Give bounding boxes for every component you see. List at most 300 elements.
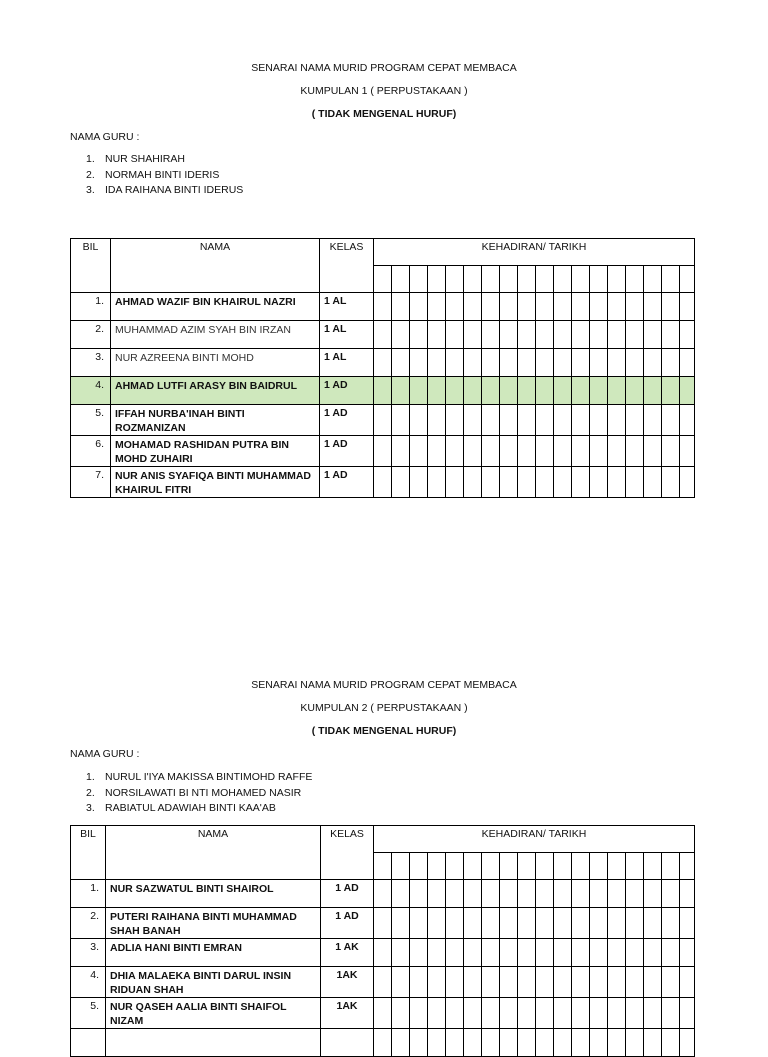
table-row-highlighted (71, 377, 695, 405)
attendance-cell (626, 939, 644, 967)
attendance-cell (464, 321, 482, 349)
row-bil: 3. (71, 939, 106, 967)
attendance-cell (428, 405, 446, 436)
attendance-cell (428, 1029, 446, 1057)
attendance-cell (392, 436, 410, 467)
attendance-cell (680, 967, 695, 998)
attendance-cell (464, 939, 482, 967)
attendance-cell (482, 349, 500, 377)
attendance-cell (590, 436, 608, 467)
attendance-cell (410, 321, 428, 349)
attendance-cell (500, 939, 518, 967)
attendance-cell (392, 293, 410, 321)
attendance-cell (680, 908, 695, 939)
attendance-cell (374, 1029, 392, 1057)
list-number: 2. (86, 786, 95, 799)
attendance-cell (374, 266, 392, 293)
group1-attendance-table (70, 238, 695, 498)
attendance-cell (392, 377, 410, 405)
attendance-cell (662, 908, 680, 939)
attendance-cell (392, 967, 410, 998)
attendance-cell (626, 880, 644, 908)
attendance-cell (518, 939, 536, 967)
teacher-name: NURUL I'IYA MAKISSA BINTIMOHD RAFFE (105, 771, 313, 783)
attendance-cell (392, 266, 410, 293)
attendance-cell (554, 939, 572, 967)
attendance-cell (626, 467, 644, 498)
attendance-cell (662, 321, 680, 349)
attendance-cell (572, 293, 590, 321)
attendance-cell (572, 377, 590, 405)
student-name: NUR ANIS SYAFIQA BINTI MUHAMMAD KHAIRUL FITRI (111, 467, 320, 498)
group1-subtitle: KUMPULAN 1 ( PERPUSTAKAAN ) (300, 85, 468, 97)
header-kehadiran: KEHADIRAN/ TARIKH (374, 239, 695, 266)
attendance-cell (464, 377, 482, 405)
attendance-cell (608, 266, 626, 293)
attendance-cell (662, 880, 680, 908)
attendance-cell (662, 436, 680, 467)
attendance-cell (500, 908, 518, 939)
attendance-cell (572, 405, 590, 436)
table-row (71, 939, 695, 967)
row-bil: 5. (71, 998, 106, 1029)
table-row (71, 1029, 695, 1057)
attendance-cell (428, 293, 446, 321)
attendance-cell (680, 321, 695, 349)
attendance-cell (680, 436, 695, 467)
attendance-cell (464, 405, 482, 436)
attendance-cell (590, 293, 608, 321)
attendance-cell (482, 377, 500, 405)
attendance-cell (662, 467, 680, 498)
attendance-cell (500, 349, 518, 377)
attendance-cell (464, 266, 482, 293)
attendance-cell (500, 405, 518, 436)
attendance-cell (392, 405, 410, 436)
table-row (71, 436, 695, 467)
attendance-cell (590, 405, 608, 436)
teacher-name: NORSILAWATI BI NTI MOHAMED NASIR (105, 786, 302, 799)
attendance-cell (644, 321, 662, 349)
attendance-cell (590, 939, 608, 967)
attendance-cell (554, 436, 572, 467)
row-bil: 6. (71, 436, 111, 467)
table-row (71, 967, 695, 998)
attendance-cell (374, 967, 392, 998)
attendance-cell (374, 405, 392, 436)
attendance-cell (626, 349, 644, 377)
attendance-cell (374, 293, 392, 321)
attendance-cell (644, 908, 662, 939)
student-class: 1 AL (320, 349, 374, 377)
table-row (71, 405, 695, 436)
attendance-cell (518, 405, 536, 436)
student-class: 1 AL (320, 293, 374, 321)
attendance-cell (428, 467, 446, 498)
attendance-cell (608, 1029, 626, 1057)
attendance-cell (500, 293, 518, 321)
attendance-cell (608, 321, 626, 349)
attendance-cell (446, 1029, 464, 1057)
attendance-cell (446, 266, 464, 293)
attendance-cell (608, 967, 626, 998)
row-bil: 7. (71, 467, 111, 498)
attendance-cell (536, 377, 554, 405)
attendance-cell (518, 908, 536, 939)
student-name: MUHAMMAD AZIM SYAH BIN IRZAN (111, 321, 320, 349)
attendance-cell (410, 377, 428, 405)
attendance-cell (536, 405, 554, 436)
attendance-cell (410, 939, 428, 967)
attendance-cell (680, 377, 695, 405)
attendance-cell (590, 967, 608, 998)
attendance-cell (536, 467, 554, 498)
attendance-cell (662, 853, 680, 880)
row-bil: 5. (71, 405, 111, 436)
attendance-cell (518, 377, 536, 405)
list-item (86, 770, 312, 786)
header-bil: BIL (71, 826, 106, 880)
attendance-cell (518, 436, 536, 467)
attendance-cell (482, 436, 500, 467)
row-bil: 2. (71, 321, 111, 349)
attendance-cell (644, 853, 662, 880)
attendance-cell (500, 880, 518, 908)
attendance-cell (626, 967, 644, 998)
attendance-cell (482, 939, 500, 967)
attendance-cell (662, 349, 680, 377)
attendance-cell (644, 436, 662, 467)
attendance-cell (536, 266, 554, 293)
attendance-cell (464, 853, 482, 880)
student-name: MOHAMAD RASHIDAN PUTRA BIN MOHD ZUHAIRI (111, 436, 320, 467)
student-class: 1 AL (320, 321, 374, 349)
student-class: 1 AD (320, 377, 374, 405)
header-kehadiran: KEHADIRAN/ TARIKH (374, 826, 695, 853)
attendance-cell (608, 349, 626, 377)
attendance-cell (536, 967, 554, 998)
attendance-cell (410, 967, 428, 998)
attendance-cell (536, 1029, 554, 1057)
group2-guru-label: NAMA GURU : (70, 748, 140, 760)
row-bil: 4. (71, 377, 111, 405)
attendance-cell (518, 880, 536, 908)
attendance-cell (572, 967, 590, 998)
attendance-cell (518, 349, 536, 377)
table-row (71, 467, 695, 498)
attendance-cell (428, 266, 446, 293)
attendance-cell (410, 266, 428, 293)
student-name: AHMAD WAZIF BIN KHAIRUL NAZRI (111, 293, 320, 321)
attendance-cell (482, 967, 500, 998)
attendance-cell (500, 467, 518, 498)
group2-subtitle: KUMPULAN 2 ( PERPUSTAKAAN ) (300, 702, 468, 714)
table-row (71, 908, 695, 939)
attendance-cell (536, 321, 554, 349)
attendance-cell (590, 266, 608, 293)
attendance-cell (446, 939, 464, 967)
attendance-cell (518, 321, 536, 349)
attendance-cell (608, 908, 626, 939)
attendance-cell (572, 853, 590, 880)
list-item (86, 786, 312, 802)
list-item (86, 168, 243, 184)
row-bil: 2. (71, 908, 106, 939)
attendance-cell (626, 405, 644, 436)
attendance-cell (590, 321, 608, 349)
attendance-cell (608, 293, 626, 321)
teacher-name: NORMAH BINTI IDERIS (105, 168, 220, 181)
student-class: 1 AD (320, 405, 374, 436)
attendance-cell (464, 436, 482, 467)
table-row (71, 293, 695, 321)
attendance-cell (464, 349, 482, 377)
attendance-cell (680, 853, 695, 880)
attendance-cell (374, 321, 392, 349)
attendance-cell (374, 908, 392, 939)
attendance-cell (536, 908, 554, 939)
attendance-cell (482, 880, 500, 908)
attendance-cell (446, 293, 464, 321)
attendance-cell (626, 321, 644, 349)
attendance-cell (428, 321, 446, 349)
row-bil: 1. (71, 880, 106, 908)
attendance-cell (590, 349, 608, 377)
attendance-cell (662, 377, 680, 405)
attendance-cell (626, 293, 644, 321)
teacher-name: RABIATUL ADAWIAH BINTI KAA'AB (105, 802, 276, 814)
student-name: PUTERI RAIHANA BINTI MUHAMMAD SHAH BANAH (106, 908, 321, 939)
attendance-cell (572, 321, 590, 349)
header-nama: NAMA (106, 826, 321, 880)
student-name (106, 1029, 321, 1057)
attendance-cell (644, 377, 662, 405)
student-class: 1 AD (321, 880, 374, 908)
attendance-cell (482, 853, 500, 880)
attendance-cell (554, 377, 572, 405)
student-name: ADLIA HANI BINTI EMRAN (106, 939, 321, 967)
attendance-cell (680, 405, 695, 436)
row-bil: 3. (71, 349, 111, 377)
attendance-cell (644, 1029, 662, 1057)
attendance-cell (392, 908, 410, 939)
attendance-cell (554, 853, 572, 880)
attendance-cell (608, 939, 626, 967)
attendance-cell (644, 880, 662, 908)
student-name: DHIA MALAEKA BINTI DARUL INSIN RIDUAN SHAH (106, 967, 321, 998)
attendance-cell (482, 1029, 500, 1057)
attendance-cell (644, 939, 662, 967)
student-class: 1 AD (320, 436, 374, 467)
attendance-cell (392, 853, 410, 880)
attendance-cell (590, 880, 608, 908)
attendance-cell (644, 405, 662, 436)
attendance-cell (518, 853, 536, 880)
attendance-cell (572, 436, 590, 467)
header-bil: BIL (71, 239, 111, 293)
attendance-cell (464, 967, 482, 998)
attendance-cell (554, 293, 572, 321)
attendance-cell (608, 377, 626, 405)
attendance-cell (446, 321, 464, 349)
attendance-cell (482, 467, 500, 498)
attendance-cell (554, 405, 572, 436)
attendance-cell (374, 377, 392, 405)
attendance-cell (374, 939, 392, 967)
attendance-cell (554, 1029, 572, 1057)
attendance-cell (428, 853, 446, 880)
list-number: 3. (86, 802, 95, 814)
attendance-cell (446, 853, 464, 880)
attendance-cell (644, 266, 662, 293)
attendance-cell (554, 880, 572, 908)
student-name: AHMAD LUTFI ARASY BIN BAIDRUL (111, 377, 320, 405)
attendance-cell (644, 967, 662, 998)
attendance-cell (410, 405, 428, 436)
attendance-cell (626, 266, 644, 293)
attendance-cell (500, 1029, 518, 1057)
attendance-cell (680, 266, 695, 293)
attendance-cell (446, 349, 464, 377)
attendance-cell (518, 967, 536, 998)
attendance-cell (626, 853, 644, 880)
group1-category: ( TIDAK MENGENAL HURUF) (311, 108, 457, 120)
attendance-cell (500, 377, 518, 405)
attendance-cell (572, 908, 590, 939)
list-number: 1. (86, 153, 95, 165)
attendance-cell (608, 853, 626, 880)
attendance-cell (518, 266, 536, 293)
attendance-cell (554, 908, 572, 939)
attendance-cell (410, 436, 428, 467)
attendance-cell (428, 967, 446, 998)
table-row (71, 321, 695, 349)
attendance-cell (392, 321, 410, 349)
attendance-cell (374, 853, 392, 880)
attendance-cell (536, 853, 554, 880)
attendance-cell (572, 266, 590, 293)
attendance-cell (662, 405, 680, 436)
attendance-cell (500, 321, 518, 349)
attendance-cell (626, 436, 644, 467)
attendance-cell (464, 467, 482, 498)
attendance-cell (590, 853, 608, 880)
attendance-cell (572, 939, 590, 967)
attendance-cell (680, 880, 695, 908)
student-name: NUR QASEH AALIA BINTI SHAIFOL NIZAM (106, 998, 321, 1029)
attendance-cell (554, 967, 572, 998)
attendance-cell (374, 349, 392, 377)
attendance-cell (410, 293, 428, 321)
attendance-cell (482, 908, 500, 939)
attendance-cell (536, 880, 554, 908)
attendance-cell (662, 1029, 680, 1057)
attendance-cell (374, 880, 392, 908)
student-class: 1 AK (321, 939, 374, 967)
student-class: 1 AD (321, 908, 374, 939)
row-bil: 1. (71, 293, 111, 321)
row-bil: 4. (71, 967, 106, 998)
attendance-cell (590, 908, 608, 939)
attendance-cell (428, 377, 446, 405)
attendance-cell (428, 939, 446, 967)
teacher-name: IDA RAIHANA BINTI IDERUS (105, 184, 244, 196)
attendance-cell (428, 349, 446, 377)
attendance-cell (662, 266, 680, 293)
attendance-cell (590, 1029, 608, 1057)
attendance-cell (554, 349, 572, 377)
attendance-cell (464, 880, 482, 908)
attendance-cell (680, 467, 695, 498)
attendance-cell (428, 880, 446, 908)
group1-guru-label: NAMA GURU : (70, 131, 140, 143)
attendance-cell (464, 908, 482, 939)
attendance-cell (410, 349, 428, 377)
attendance-cell (446, 967, 464, 998)
attendance-cell (608, 467, 626, 498)
attendance-cell (518, 467, 536, 498)
list-item (86, 801, 312, 817)
list-number: 1. (86, 771, 95, 783)
attendance-cell (464, 293, 482, 321)
row-bil (71, 1029, 106, 1057)
attendance-cell (590, 467, 608, 498)
attendance-cell (518, 1029, 536, 1057)
student-name: IFFAH NURBA'INAH BINTI ROZMANIZAN (111, 405, 320, 436)
attendance-cell (572, 880, 590, 908)
attendance-cell (536, 436, 554, 467)
attendance-cell (536, 293, 554, 321)
list-item (86, 152, 243, 168)
attendance-cell (464, 1029, 482, 1057)
attendance-cell (626, 377, 644, 405)
attendance-cell (446, 880, 464, 908)
attendance-cell (680, 293, 695, 321)
attendance-cell (392, 1029, 410, 1057)
attendance-cell (590, 377, 608, 405)
group2-category: ( TIDAK MENGENAL HURUF) (311, 725, 457, 737)
attendance-cell (554, 467, 572, 498)
table-row (71, 349, 695, 377)
teacher-name: NUR SHAHIRAH (105, 153, 185, 165)
attendance-cell (374, 467, 392, 498)
attendance-cell (608, 880, 626, 908)
attendance-cell (644, 349, 662, 377)
attendance-cell (482, 266, 500, 293)
attendance-cell (410, 853, 428, 880)
attendance-cell (554, 321, 572, 349)
attendance-cell (500, 266, 518, 293)
attendance-cell (410, 467, 428, 498)
attendance-cell (680, 1029, 695, 1057)
attendance-cell (608, 405, 626, 436)
attendance-cell (428, 436, 446, 467)
list-number: 2. (86, 168, 95, 181)
attendance-cell (536, 939, 554, 967)
attendance-cell (482, 293, 500, 321)
attendance-cell (374, 436, 392, 467)
attendance-cell (662, 939, 680, 967)
attendance-cell (392, 467, 410, 498)
attendance-cell (410, 880, 428, 908)
attendance-cell (446, 405, 464, 436)
student-class: 1AK (321, 998, 374, 1029)
attendance-cell (572, 1029, 590, 1057)
attendance-cell (392, 939, 410, 967)
attendance-cell (518, 293, 536, 321)
attendance-cell (572, 467, 590, 498)
attendance-cell (482, 405, 500, 436)
